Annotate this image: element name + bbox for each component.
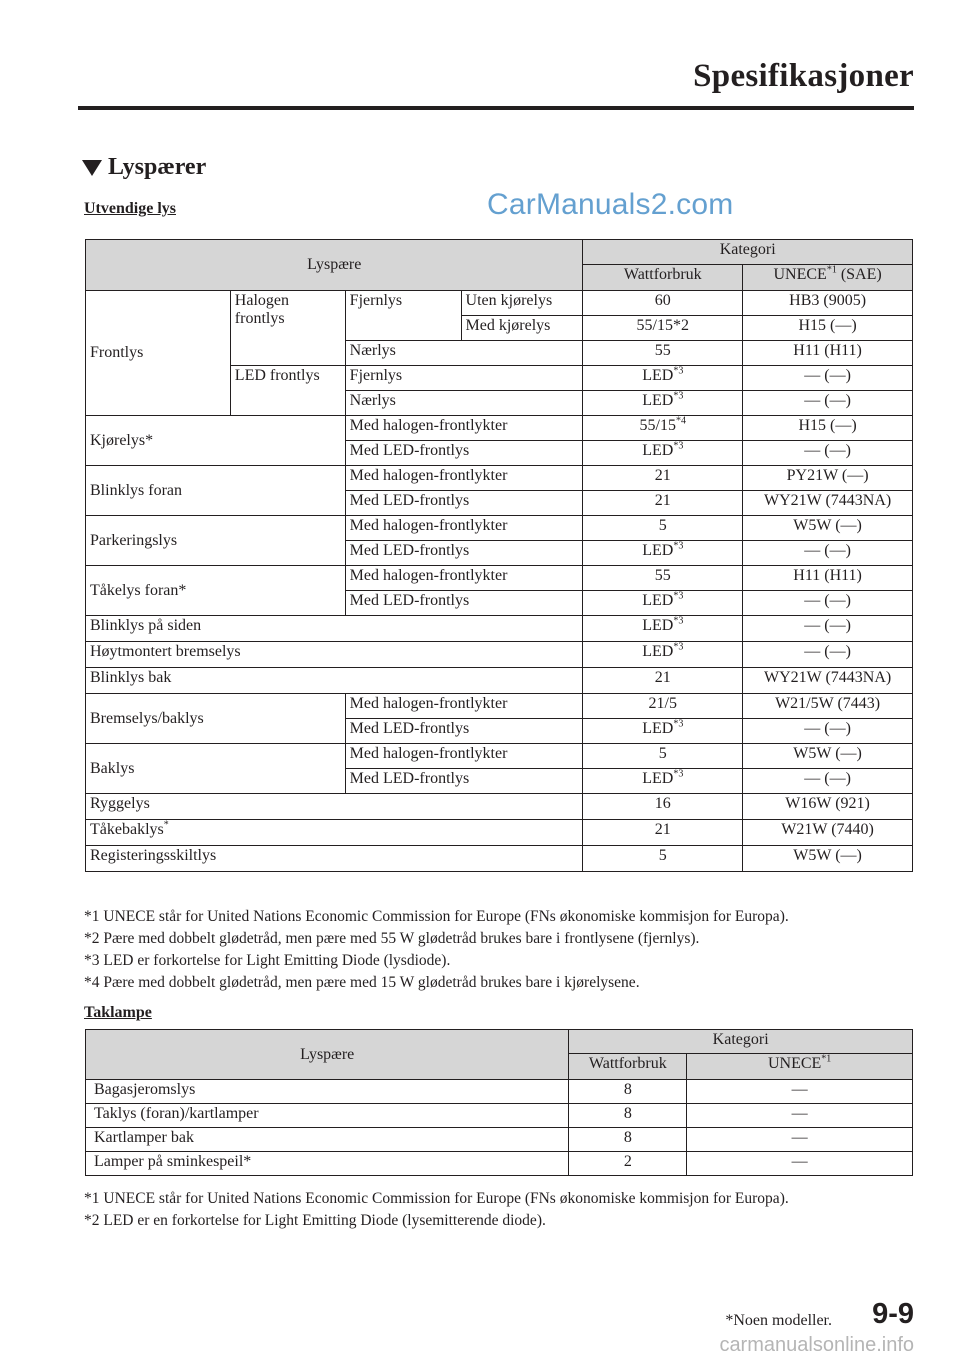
interior-heading: Taklampe bbox=[84, 1004, 152, 1021]
footnote: *1 UNECE står for United Nations Economic Commission for Europe (FNs økonomiske kommisjon for Europa). bbox=[84, 908, 789, 925]
cell-unece: — bbox=[687, 1104, 913, 1128]
cell-wattage: 5 bbox=[583, 846, 743, 872]
row-label: Blinklys bak bbox=[86, 668, 583, 694]
cell-wattage: 21 bbox=[583, 466, 743, 491]
cell-unece: — (—) bbox=[743, 391, 913, 416]
cell-wattage: LED$^{*3}$ bbox=[583, 616, 743, 642]
footnote: *3 LED er forkortelse for Light Emitting Diode (lysdiode). bbox=[84, 952, 451, 969]
cell-unece: W5W (—) bbox=[743, 744, 913, 769]
cell-wattage: 55/15*2 bbox=[583, 316, 743, 341]
row-label: Kjørelys* bbox=[86, 416, 346, 466]
watermark: CarManuals2.com bbox=[487, 188, 734, 221]
row-label: Bagasjeromslys bbox=[86, 1080, 569, 1104]
row-label: Parkeringslys bbox=[86, 516, 346, 566]
cell-wattage: 55 bbox=[583, 566, 743, 591]
cell-unece: W5W (—) bbox=[743, 516, 913, 541]
cell-wattage: LED$^{*3}$ bbox=[583, 719, 743, 744]
variant-label: Med LED-frontlys bbox=[345, 541, 583, 566]
cell-unece: — (—) bbox=[743, 769, 913, 794]
cell-wattage: 5 bbox=[583, 744, 743, 769]
footnote: *1 UNECE står for United Nations Economic Commission for Europe (FNs økonomiske kommisjon for Europa). bbox=[84, 1190, 789, 1207]
cell-wattage: 21 bbox=[583, 668, 743, 694]
cell-unece: WY21W (7443NA) bbox=[743, 668, 913, 694]
cell-unece: — (—) bbox=[743, 616, 913, 642]
row-label: Kartlamper bak bbox=[86, 1128, 569, 1152]
variant-label: Med halogen-frontlykter bbox=[345, 466, 583, 491]
row-label: Tåkelys foran* bbox=[86, 566, 346, 616]
fjernlys-label: Fjernlys bbox=[345, 291, 461, 341]
cell-wattage: LED$^{*3}$ bbox=[583, 769, 743, 794]
row-label: Bremselys/baklys bbox=[86, 694, 346, 744]
cell-unece: HB3 (9005) bbox=[743, 291, 913, 316]
footnote: *2 Pære med dobbelt glødetråd, men pære med 55 W glødetråd brukes bare i frontlysene (fjernlys). bbox=[84, 930, 700, 947]
variant-label: Med LED-frontlys bbox=[345, 719, 583, 744]
col-bulb-header: Lyspære bbox=[86, 1030, 569, 1080]
col-wattage-header: Wattforbruk bbox=[569, 1054, 687, 1080]
naerlys-label: Nærlys bbox=[345, 391, 583, 416]
interior-bulb-table bbox=[85, 1029, 913, 1176]
fjernlys-label: Fjernlys bbox=[345, 366, 583, 391]
cell-wattage: 21 bbox=[583, 491, 743, 516]
variant-label: Med LED-frontlys bbox=[345, 591, 583, 616]
cell-unece: — (—) bbox=[743, 541, 913, 566]
cell-wattage: 5 bbox=[583, 516, 743, 541]
cell-unece: — bbox=[687, 1128, 913, 1152]
cell-unece: W21W (7440) bbox=[743, 820, 913, 846]
variant-label: Med LED-frontlys bbox=[345, 441, 583, 466]
row-label: Høytmontert bremselys bbox=[86, 642, 583, 668]
cell-wattage: 60 bbox=[583, 291, 743, 316]
cell-wattage: LED$^{*3}$ bbox=[583, 441, 743, 466]
cell-unece: — bbox=[687, 1152, 913, 1176]
led-label: LED frontlys bbox=[230, 366, 345, 416]
cell-unece: — (—) bbox=[743, 441, 913, 466]
page-number: 9-9 bbox=[872, 1298, 914, 1330]
cell-unece: W16W (921) bbox=[743, 794, 913, 820]
cell-unece: H11 (H11) bbox=[743, 341, 913, 366]
row-label: Blinklys foran bbox=[86, 466, 346, 516]
cell-unece: PY21W (—) bbox=[743, 466, 913, 491]
row-label: Tåkebaklys* bbox=[86, 820, 583, 846]
cell-wattage: 8 bbox=[569, 1104, 687, 1128]
exterior-footnotes bbox=[84, 906, 789, 994]
cell-unece: H15 (—) bbox=[743, 416, 913, 441]
variant-label: Med halogen-frontlykter bbox=[345, 694, 583, 719]
triangle-down-icon bbox=[82, 160, 102, 176]
row-label: Blinklys på siden bbox=[86, 616, 583, 642]
naerlys-label: Nærlys bbox=[345, 341, 583, 366]
row-label-frontlys: Frontlys bbox=[86, 291, 231, 416]
col-category-header: Kategori bbox=[569, 1030, 913, 1054]
cell-wattage: LED$^{*3}$ bbox=[583, 391, 743, 416]
cell-unece: W21/5W (7443) bbox=[743, 694, 913, 719]
variant-label: Med LED-frontlys bbox=[345, 769, 583, 794]
uten-label: Uten kjørelys bbox=[461, 291, 583, 316]
col-bulb-header: Lyspære bbox=[86, 240, 583, 291]
exterior-heading: Utvendige lys bbox=[84, 200, 176, 217]
col-unece-header: UNECE$^{*1}$ bbox=[687, 1054, 913, 1080]
cell-wattage: 21 bbox=[583, 820, 743, 846]
row-label: Lamper på sminkespeil* bbox=[86, 1152, 569, 1176]
footnote: *4 Pære med dobbelt glødetråd, men pære med 15 W glødetråd brukes bare i kjørelysene. bbox=[84, 974, 640, 991]
footnote: *2 LED er en forkortelse for Light Emitting Diode (lysemitterende diode). bbox=[84, 1212, 546, 1229]
cell-wattage: LED$^{*3}$ bbox=[583, 591, 743, 616]
cell-unece: — bbox=[687, 1080, 913, 1104]
cell-unece: — (—) bbox=[743, 366, 913, 391]
cell-unece: H11 (H11) bbox=[743, 566, 913, 591]
site-watermark: carmanualsonline.info bbox=[719, 1334, 914, 1356]
row-label: Baklys bbox=[86, 744, 346, 794]
row-label: Ryggelys bbox=[86, 794, 583, 820]
variant-label: Med halogen-frontlykter bbox=[345, 416, 583, 441]
cell-wattage: 8 bbox=[569, 1080, 687, 1104]
variant-label: Med LED-frontlys bbox=[345, 491, 583, 516]
row-label: Registeringsskiltlys bbox=[86, 846, 583, 872]
col-unece-header: UNECE$^{*1}$ (SAE) bbox=[743, 265, 913, 291]
page-header-title: Spesifikasjoner bbox=[693, 58, 914, 94]
halogen-label: Halogen frontlys bbox=[230, 291, 345, 366]
cell-wattage: 55/15$^{*4}$ bbox=[583, 416, 743, 441]
cell-wattage: LED$^{*3}$ bbox=[583, 366, 743, 391]
section-title-text: Lyspærer bbox=[108, 154, 207, 180]
variant-label: Med halogen-frontlykter bbox=[345, 744, 583, 769]
header-rule bbox=[78, 106, 914, 110]
cell-wattage: 2 bbox=[569, 1152, 687, 1176]
col-category-header: Kategori bbox=[583, 240, 913, 265]
cell-wattage: 8 bbox=[569, 1128, 687, 1152]
cell-wattage: LED$^{*3}$ bbox=[583, 541, 743, 566]
col-wattage-header: Wattforbruk bbox=[583, 265, 743, 291]
cell-wattage: 55 bbox=[583, 341, 743, 366]
footer-note: *Noen modeller. bbox=[725, 1312, 832, 1329]
cell-unece: — (—) bbox=[743, 591, 913, 616]
cell-unece: — (—) bbox=[743, 719, 913, 744]
row-label: Taklys (foran)/kartlamper bbox=[86, 1104, 569, 1128]
section-title bbox=[82, 154, 206, 181]
cell-wattage: 16 bbox=[583, 794, 743, 820]
exterior-bulb-table bbox=[85, 239, 913, 872]
cell-unece: W5W (—) bbox=[743, 846, 913, 872]
cell-wattage: 21/5 bbox=[583, 694, 743, 719]
cell-unece: WY21W (7443NA) bbox=[743, 491, 913, 516]
cell-unece: H15 (—) bbox=[743, 316, 913, 341]
med-label: Med kjørelys bbox=[461, 316, 583, 341]
variant-label: Med halogen-frontlykter bbox=[345, 566, 583, 591]
cell-unece: — (—) bbox=[743, 642, 913, 668]
cell-wattage: LED$^{*3}$ bbox=[583, 642, 743, 668]
interior-footnotes bbox=[84, 1188, 789, 1232]
variant-label: Med halogen-frontlykter bbox=[345, 516, 583, 541]
